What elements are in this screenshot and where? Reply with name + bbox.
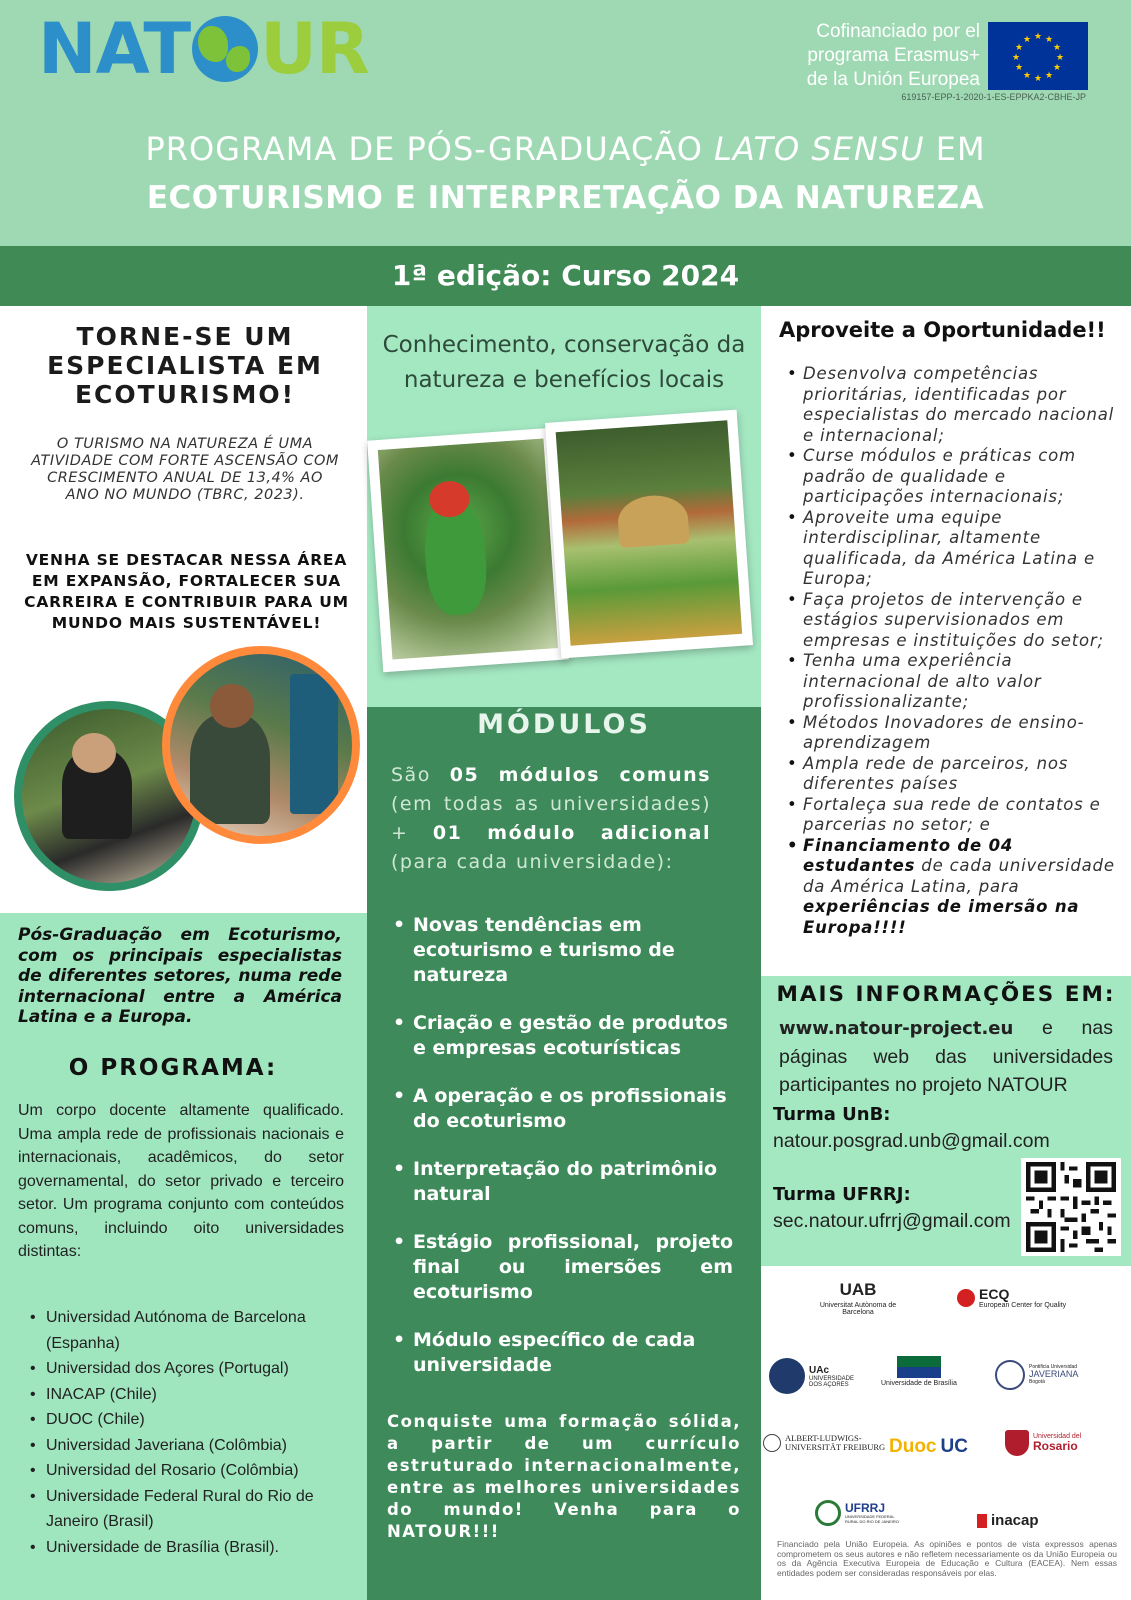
inacap-mark-icon	[977, 1514, 987, 1528]
edition-banner: 1ª edição: Curso 2024	[0, 246, 1131, 306]
list-item: • Universidad del Rosario (Colômbia)	[30, 1458, 350, 1484]
specialist-headline: TORNE-SE UM ESPECIALISTA EM ECOTURISMO!	[47, 322, 323, 409]
list-item: • Aproveite uma equipe interdisciplinar, altamente qualificada, da América Latina e Europa;	[787, 508, 1123, 590]
tagline: Conhecimento, conservação da natureza e benefícios locais	[382, 332, 746, 393]
lodge-photo	[545, 410, 753, 659]
list-item: • Interpretação do patrimônio natural	[393, 1157, 733, 1207]
closing-message: Conquiste uma formação sólida, a partir de um currículo estruturado internacionalmente, entre as melhores universidades do mundo! Venha para o NATOUR!!!	[387, 1412, 741, 1541]
program-intro: Pós-Graduação em Ecoturismo, com os principais especialistas de diferentes setores, numa rede internacional entre a América Latina e a Europa.	[18, 925, 342, 1027]
svg-text:★: ★	[1033, 74, 1043, 84]
list-item: • Criação e gestão de produtos e empresas ecoturísticas	[393, 1011, 733, 1061]
header	[0, 0, 1131, 246]
list-item: • Universidade Federal Rural do Rio de Janeiro (Brasil)	[30, 1484, 350, 1535]
list-item: • Desenvolva competências prioritárias, identificadas por especialistas do mercado nacional e internacional;	[787, 364, 1123, 446]
ufrrj-label: Turma UFRRJ:	[773, 1184, 911, 1205]
svg-text:★: ★	[1044, 35, 1054, 45]
ufrrj-logo: UFRRJ UNIVERSIDADE FEDERAL RURAL DO RIO DE JANEIRO	[815, 1500, 899, 1526]
list-item: • A operação e os profissionais do ecoturismo	[393, 1084, 733, 1134]
freiburg-logo: ALBERT-LUDWIGS- UNIVERSITÄT FREIBURG	[763, 1434, 885, 1453]
project-code: 619157-EPP-1-2020-1-ES-EPPKA2-CBHE-JP	[901, 92, 1086, 102]
list-item: • Fortaleça sua rede de contatos e parcerias no setor; e	[787, 795, 1123, 836]
opportunity-heading: Aproveite a Oportunidade!!	[779, 318, 1106, 342]
svg-text:★: ★	[1033, 32, 1043, 42]
freiburg-seal-icon	[763, 1434, 781, 1452]
program-title-line2: ECOTURISMO E INTERPRETAÇÃO DA NATUREZA	[146, 180, 985, 216]
unb-email-link[interactable]: natour.posgrad.unb@gmail.com	[773, 1130, 1050, 1152]
globe-icon	[192, 16, 258, 82]
website-link[interactable]: www.natour-project.eu	[779, 1018, 1014, 1039]
call-to-action: VENHA SE DESTACAR NESSA ÁREA EM EXPANSÃO, FORTALECER SUA CARREIRA E CONTRIBUIR PARA UM MUNDO MAIS SUSTENTÁVEL!	[24, 551, 349, 632]
modules-intro: São 05 módulos comuns (em todas as universidades) + 01 módulo adicional (para cada universidade):	[391, 764, 711, 873]
javeriana-logo: Pontificia Universidad JAVERIANA Bogotá	[995, 1360, 1078, 1390]
ecq-logo: ECQ European Center for Quality	[957, 1286, 1066, 1309]
list-item: • Faça projetos de intervenção e estágios supervisionados em empresas e instituições do setor;	[787, 590, 1123, 652]
svg-text:★: ★	[1022, 35, 1032, 45]
list-item: • Universidad dos Açores (Portugal)	[30, 1356, 350, 1382]
svg-text:★: ★	[1011, 53, 1021, 63]
svg-text:★: ★	[1052, 63, 1062, 73]
program-description: Um corpo docente altamente qualificado. Uma ampla rede de profissionais nacionais e internacionais, acadêmicos, do setor governamental, do setor privado e terceiro setor. Um programa conjunto com conteúdos comuns, incluindo oito universidades distintas:	[18, 1102, 344, 1260]
ufrrj-seal-icon	[815, 1500, 841, 1526]
modules-heading: MÓDULOS	[477, 709, 651, 740]
list-item: • Ampla rede de parceiros, nos diferentes países	[787, 754, 1123, 795]
javeriana-seal-icon	[995, 1360, 1025, 1390]
right-column-contact	[761, 976, 1131, 1266]
modules-list	[393, 913, 733, 1378]
ufrrj-email-link[interactable]: sec.natour.ufrrj@gmail.com	[773, 1210, 1011, 1232]
program-heading: O PROGRAMA:	[68, 1055, 278, 1081]
right-column-top	[761, 306, 1131, 976]
list-item: • Módulo específico de cada universidade	[393, 1328, 733, 1378]
duoc-logo: Duoc UC	[889, 1436, 968, 1457]
uab-logo: UAB Universitat Autònoma de Barcelona	[819, 1280, 897, 1316]
unb-label: Turma UnB:	[773, 1104, 891, 1125]
partner-logos	[761, 1266, 1131, 1600]
svg-text:★: ★	[1014, 63, 1024, 73]
qr-code-icon[interactable]	[1021, 1158, 1121, 1256]
list-item: • Métodos Inovadores de ensino-aprendizagem	[787, 713, 1123, 754]
list-item: • Tenha uma experiência internacional de alto valor profissionalizante;	[787, 651, 1123, 713]
guide-photo	[162, 646, 360, 844]
left-column-bottom	[0, 913, 367, 1600]
eu-disclaimer: Financiado pela União Europeia. As opiniões e pontos de vista expressos apenas comprometem os seus autores e não refletem necessariamente os da União Europeia ou os da Agência Executiva Europeia de Educação e Cultura (EACEA). Nem essas entidades podem ser consideradas responsáveis por elas.	[777, 1539, 1117, 1578]
list-item: • Estágio profissional, projeto final ou imersões em ecoturismo	[393, 1230, 733, 1305]
natour-logo[interactable]	[38, 8, 369, 90]
universities-list	[30, 1305, 350, 1560]
svg-text:★: ★	[1014, 43, 1024, 53]
benefits-list	[787, 364, 1123, 938]
ecq-dot-icon	[957, 1289, 975, 1307]
svg-text:★: ★	[1052, 43, 1062, 53]
rosario-logo: Universidad del Rosario	[1005, 1430, 1081, 1456]
svg-text:★: ★	[1055, 53, 1065, 63]
middle-column-top	[367, 306, 761, 707]
list-item: • DUOC (Chile)	[30, 1407, 350, 1433]
info-text: www.natour-project.eu e nas páginas web das universidades participantes no projeto NATOUR	[779, 1017, 1113, 1096]
list-item: • Universidade de Brasília (Brasil).	[30, 1535, 350, 1561]
rosario-seal-icon	[1005, 1430, 1029, 1456]
list-item: • Curse módulos e práticas com padrão de qualidade e participações internacionais;	[787, 446, 1123, 508]
uac-logo: UAc UNIVERSIDADE DOS AÇORES	[769, 1358, 857, 1394]
svg-text:★: ★	[1022, 71, 1032, 81]
logo-text-nat: NAT	[38, 8, 191, 90]
unb-mark-icon	[897, 1356, 941, 1378]
info-heading: MAIS INFORMAÇÕES EM:	[776, 982, 1116, 1007]
uac-seal-icon	[769, 1358, 805, 1394]
svg-text:★: ★	[1044, 71, 1054, 81]
growth-statistic: O TURISMO NA NATUREZA É UMA ATIVIDADE COM FORTE ASCENSÃO COM CRESCIMENTO ANUAL DE 13,4% AO ANO NO MUNDO (TBRC, 2023).	[31, 436, 339, 503]
cofinancing-text: Cofinanciado por el programa Erasmus+ de la Unión Europea	[806, 21, 980, 90]
list-item: • Universidad Autónoma de Barcelona (Espanha)	[30, 1305, 350, 1356]
list-item: • Novas tendências em ecoturismo e turismo de natureza	[393, 913, 733, 988]
parrot-photo	[367, 428, 569, 672]
unb-logo: Universidade de Brasília	[881, 1356, 957, 1387]
program-title-line1: PROGRAMA DE PÓS-GRADUAÇÃO LATO SENSU EM	[145, 130, 986, 168]
list-item: • Universidad Javeriana (Colômbia)	[30, 1433, 350, 1459]
inacap-logo: inacap	[977, 1512, 1039, 1529]
list-item: • INACAP (Chile)	[30, 1382, 350, 1408]
left-column-top	[0, 306, 367, 913]
eu-flag-icon	[988, 22, 1088, 90]
logo-text-ur: UR	[260, 8, 369, 90]
list-item: • Financiamento de 04 estudantes de cada universidade da América Latina, para experiências de imersão na Europa!!!!	[787, 836, 1123, 939]
middle-column-bottom	[367, 707, 761, 1600]
